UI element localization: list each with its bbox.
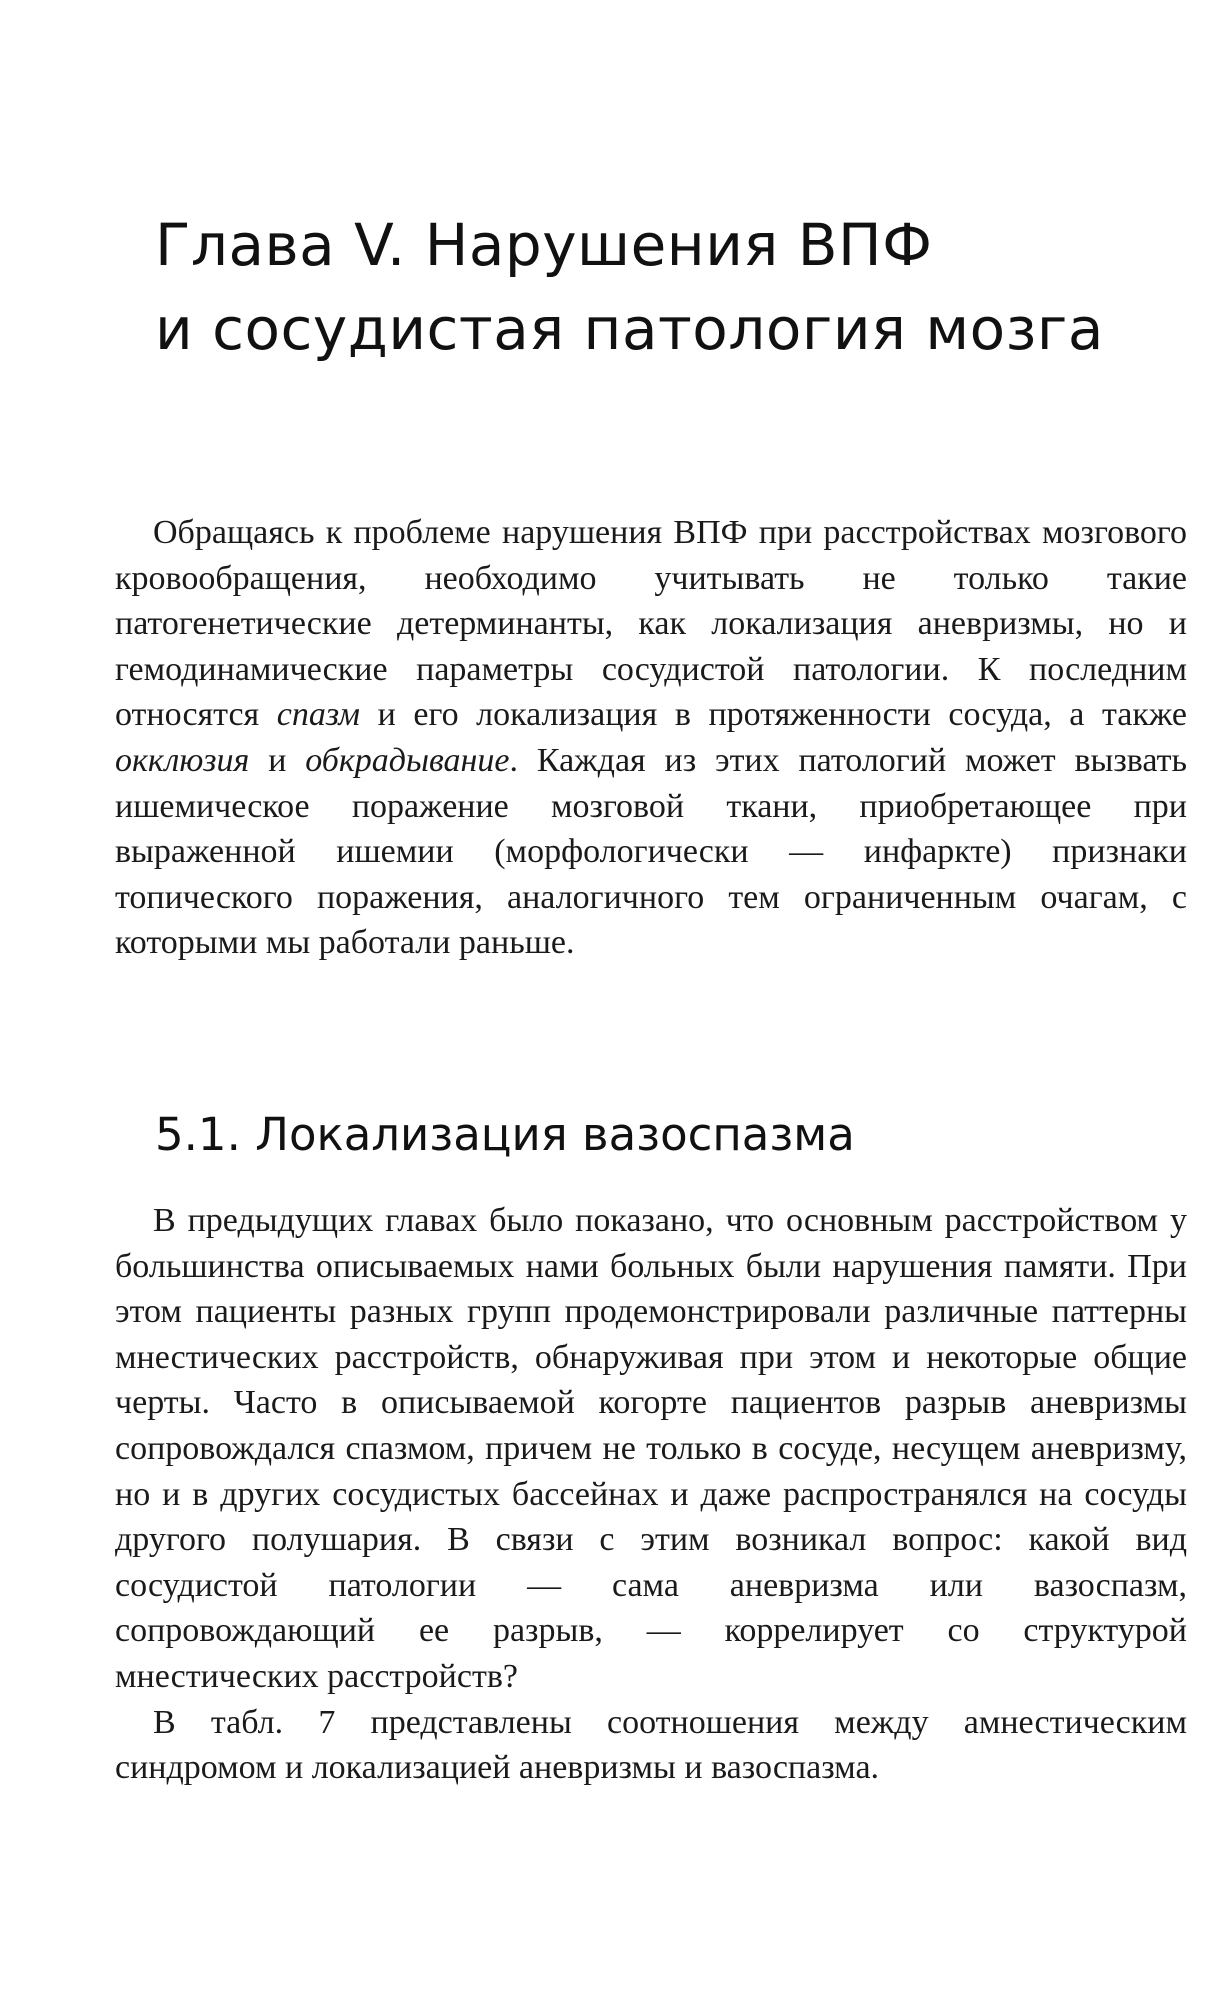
chapter-title xyxy=(155,203,1155,371)
term-occlusion: окклюзия xyxy=(115,741,250,779)
chapter-title-line-1: Глава V. Нарушения ВПФ xyxy=(155,211,933,279)
intro-text-3: и xyxy=(249,741,306,779)
section-paragraph-1: В предыдущих главах было показано, что основным расстройством у большинства описываемых нами больных были нарушения памяти. При этом пациенты разных групп продемонстрировали различные паттерны мнестических расстройств, обнаруживая при этом и некоторые общие черты. Часто в описываемой когорте пациентов разрыв аневризмы сопровождался спазмом, причем не только в сосуде, несущем аневризму, но и в других сосудистых бассейнах и даже распространялся на сосуды другого полушария. В связи с этим возникал вопрос: какой вид сосудистой патологии — сама аневризма или вазоспазм, сопровождающий ее разрыв, — коррелирует со структурой мнестических расстройств? xyxy=(115,1202,1187,1695)
intro-text-1: Обращаясь к проблеме нарушения ВПФ при расстройствах мозгового кровообращения, необходимо учитывать не только такие патогенетические детерминанты, как локализация аневризмы, но и гемодинамические параметры сосудистой патологии. К последним относятся xyxy=(115,514,1187,734)
section-heading: 5.1. Локализация вазоспазма xyxy=(155,1108,855,1161)
term-steal: обкрадывание xyxy=(305,741,510,779)
intro-text-4: . Каждая из этих патологий может вызвать ишемическое поражение мозговой ткани, приобретающее при выраженной ишемии (морфологически — инфаркте) признаки топического поражения, аналогичного тем ограниченным очагам, с которыми мы работали раньше. xyxy=(115,741,1187,962)
intro-text-2: и его локализация в протяженности сосуда, а также xyxy=(360,696,1187,734)
section-body xyxy=(115,1198,1187,1791)
chapter-title-line-2: и сосудистая патология мозга xyxy=(155,295,1104,363)
intro-paragraph xyxy=(115,510,1187,966)
section-paragraph-2: В табл. 7 представлены соотношения между амнестическим синдромом и локализацией аневризмы и вазоспазма. xyxy=(115,1703,1187,1787)
term-spasm: спазм xyxy=(276,696,360,734)
